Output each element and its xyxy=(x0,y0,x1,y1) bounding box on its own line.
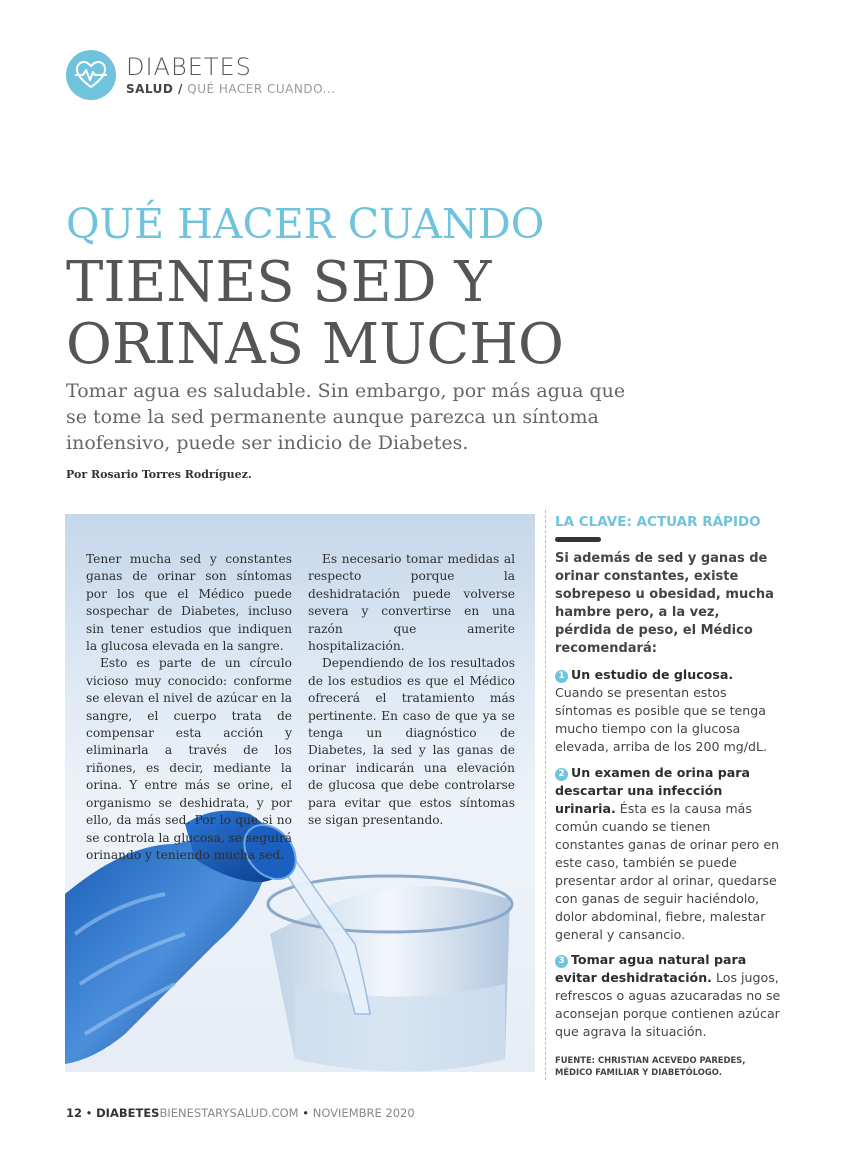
headline-kicker: QUÉ HACER CUANDO xyxy=(66,200,545,248)
sidebar-item-2 xyxy=(555,764,783,944)
page-number: 12 xyxy=(66,1106,83,1120)
body-paragraph-2: Esto es parte de un círculo vicioso muy conocido: conforme se elevan el nivel de azúcar en la sangre, el cuerpo trata de compensar esta acción y eliminarla a través de los riñones, es decir, mediante la orina. Y entre más se orine, el organismo se deshidrata, y por ello, da más sed. Por lo que si no se controla la glucosa, se seguirá orinando y teniendo mucha sed. xyxy=(86,656,292,862)
sidebar-title-underline xyxy=(555,537,601,542)
section-logo xyxy=(66,50,116,100)
sidebar-item-3 xyxy=(555,951,783,1041)
page-footer: 12 • DIABETESBIENESTARYSALUD.COM • NOVIEMBRE 2020 xyxy=(66,1106,415,1120)
heartbeat-icon xyxy=(66,50,116,100)
breadcrumb-topic: QUÉ HACER CUANDO... xyxy=(187,82,336,96)
section-title: DIABETES xyxy=(126,53,252,81)
number-3-icon: 3 xyxy=(555,955,568,968)
breadcrumb-salud: SALUD / xyxy=(126,82,183,96)
body-paragraph-3: Es necesario tomar medidas al respecto porque la deshidratación puede volverse severa y convertirse en una razón que amerite hospitalización. xyxy=(308,552,515,654)
sidebar-intro: Si además de sed y ganas de orinar constantes, existe sobrepeso u obesidad, mucha hambre pero, a la vez, pérdida de peso, el Médico recomendará: xyxy=(555,551,774,656)
source-line-2: MÉDICO FAMILIAR Y DIABETÓLOGO. xyxy=(555,1067,722,1077)
byline: Por Rosario Torres Rodríguez. xyxy=(66,468,252,481)
headline-line-1: TIENES SED Y xyxy=(66,250,492,315)
source-line-1: FUENTE: CHRISTIAN ACEVEDO PAREDES, xyxy=(555,1055,746,1065)
sidebar-item-2-heading: Un examen de orina para descartar una infección urinaria. xyxy=(555,765,750,816)
number-2-icon: 2 xyxy=(555,768,568,781)
sidebar-source xyxy=(555,1054,780,1078)
body-paragraph-1: Tener mucha sed y constantes ganas de orinar son síntomas por los que el Médico puede sospechar de Diabetes, incluso sin tener estudios que indiquen la glucosa elevada en la sangre. xyxy=(86,552,292,654)
body-column-1 xyxy=(86,551,292,864)
headline xyxy=(66,252,564,376)
sidebar-item-3-text: Los jugos, refrescos o aguas azucaradas no se aconsejan porque contienen azúcar que agrava la situación. xyxy=(555,970,781,1039)
headline-line-2: ORINAS MUCHO xyxy=(66,312,564,377)
sidebar-title: LA CLAVE: ACTUAR RÁPIDO xyxy=(555,514,761,530)
sidebar-item-2-text: Ésta es la causa más común cuando se tienen constantes ganas de orinar pero en este caso, también se puede presentar ardor al orinar, quedarse con ganas de seguir haciéndolo, dolor abdominal, fiebre, malestar general y cansancio. xyxy=(555,801,780,942)
sidebar-item-3-heading: Tomar agua natural para evitar deshidratación. xyxy=(555,952,747,985)
sidebar-item-1-heading: Un estudio de glucosa. xyxy=(571,667,734,682)
article-deck: Tomar agua es saludable. Sin embargo, por más agua que se tome la sed permanente aunque parezca un síntoma inofensivo, puede ser indicio de Diabetes. xyxy=(66,380,626,454)
footer-site-bold: DIABETES xyxy=(96,1106,160,1120)
number-1-icon: 1 xyxy=(555,670,568,683)
footer-site-light: BIENESTARYSALUD.COM xyxy=(159,1106,299,1120)
footer-issue: NOVIEMBRE 2020 xyxy=(312,1106,415,1120)
body-paragraph-4: Dependiendo de los resultados de los estudios es que el Médico ofrecerá el tratamiento más pertinente. En caso de que ya se tenga un diagnóstico de Diabetes, la sed y las ganas de orinar indicarán una elevación de glucosa que debe controlarse para evitar que estos síntomas se sigan presentando. xyxy=(308,656,515,828)
sidebar xyxy=(545,510,786,1080)
body-column-2 xyxy=(308,551,515,830)
sidebar-item-1 xyxy=(555,666,783,756)
section-breadcrumb xyxy=(126,82,336,96)
sidebar-item-1-text: Cuando se presentan estos síntomas es posible que se tenga mucho tiempo con la glucosa elevada, arriba de los 200 mg/dL. xyxy=(555,685,768,754)
